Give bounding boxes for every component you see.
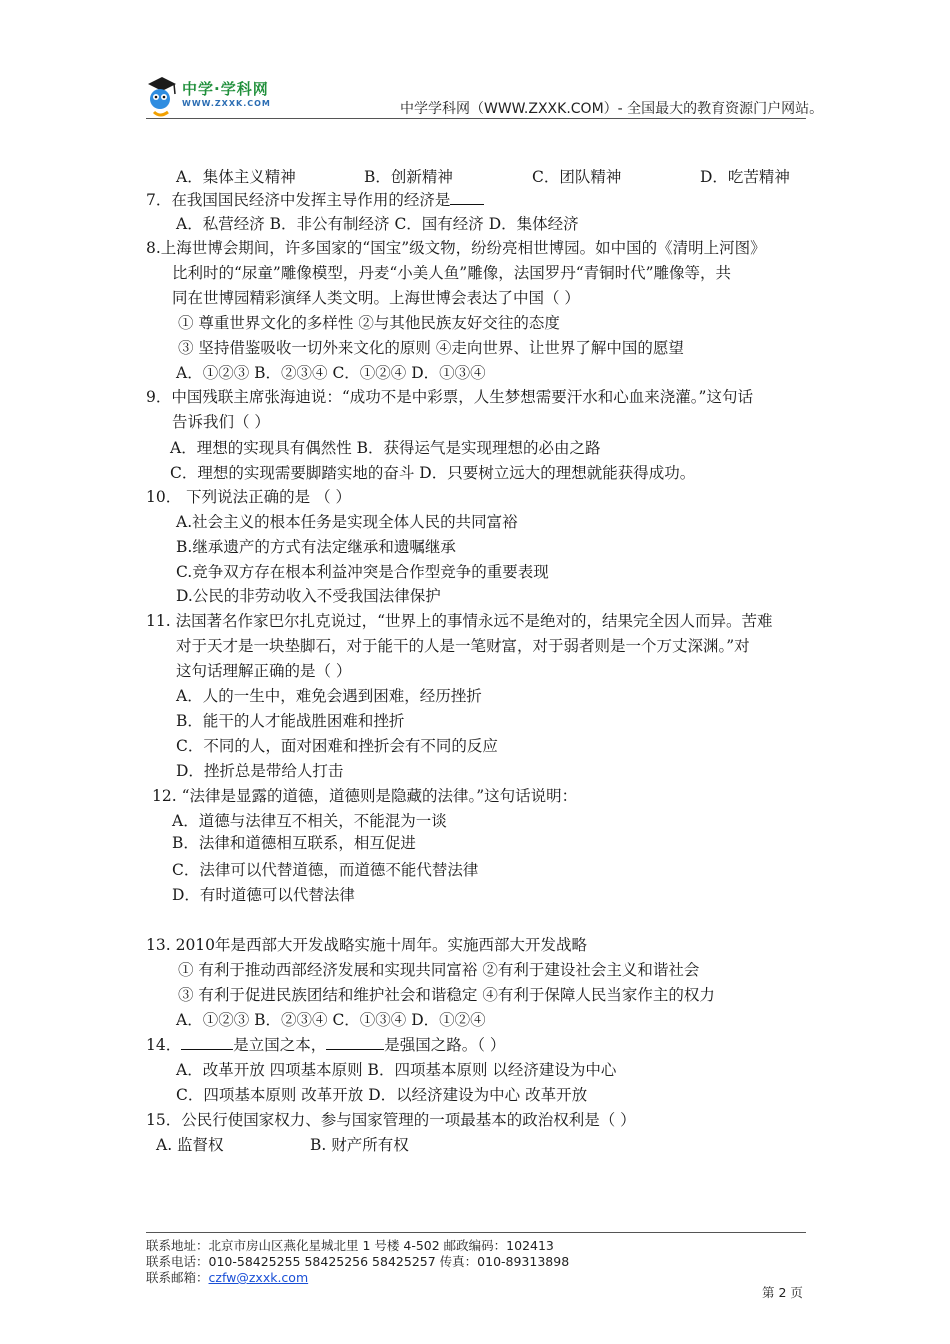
- footer-phone: 联系电话：010-58425255 58425256 58425257 传真：010-89313898: [146, 1254, 570, 1269]
- q13-options: A．①②③ B．②③④ C．①③④ D．①②④: [176, 1011, 486, 1029]
- header-site-text: 中学学科网（WWW.ZXXK.COM）- 全国最大的教育资源门户网站。: [400, 101, 824, 117]
- q10-option-b: B.继承遗产的方式有法定继承和遗嘱继承: [176, 538, 456, 556]
- q8-options: A．①②③ B．②③④ C．①②④ D．①③④: [176, 364, 486, 382]
- q11-option-b: B．能干的人才能战胜困难和挫折: [176, 712, 405, 730]
- q6-option-b: B．创新精神: [364, 168, 453, 186]
- q11-stem-line2: 对于天才是一块垫脚石，对于能干的人是一笔财富，对于弱者则是一个万丈深渊。”对: [176, 637, 750, 655]
- q6-option-a: A．集体主义精神: [176, 168, 296, 186]
- q9-stem-line1: 9．中国残联主席张海迪说：“成功不是中彩票，人生梦想需要汗水和心血来浇灌。”这句话: [146, 388, 753, 406]
- footer-email-row: [146, 1268, 308, 1286]
- q11-option-d: D．挫折总是带给人打击: [176, 762, 344, 780]
- q8-item-1: ① 尊重世界文化的多样性 ②与其他民族友好交往的态度: [178, 314, 560, 332]
- q10-option-a: A.社会主义的根本任务是实现全体人民的共同富裕: [176, 513, 518, 531]
- logo-url: WWW.ZXXK.COM: [182, 99, 271, 108]
- q13-stem: 13. 2010年是西部大开发战略实施十周年。实施西部大开发战略: [146, 936, 588, 954]
- footer-email-link[interactable]: czfw@zxxk.com: [208, 1270, 309, 1285]
- q12-option-d: D．有时道德可以代替法律: [172, 886, 355, 904]
- q11-stem-line3: 这句话理解正确的是（ ）: [176, 662, 352, 680]
- q14-options-2: C．四项基本原则 改革开放 D．以经济建设为中心 改革开放: [176, 1086, 588, 1104]
- q14-blank-2: [326, 1035, 384, 1050]
- mascot-icon: [142, 74, 182, 120]
- footer-email-label: 联系邮箱：: [146, 1270, 209, 1285]
- q13-item-2: ③ 有利于促进民族团结和维护社会和谐稳定 ④有利于保障人民当家作主的权力: [178, 986, 715, 1004]
- q12-option-a: A．道德与法律互不相关，不能混为一谈: [172, 812, 447, 830]
- q11-stem-line1: 11. 法国著名作家巴尔扎克说过，“世界上的事情永远不是绝对的，结果完全因人而异。苦难: [146, 612, 773, 630]
- q14-blank-1: [181, 1035, 233, 1050]
- q14-options-1: A．改革开放 四项基本原则 B．四项基本原则 以经济建设为中心: [176, 1061, 617, 1079]
- q8-item-2: ③ 坚持借鉴吸收一切外来文化的原则 ④走向世界、让世界了解中国的愿望: [178, 339, 684, 357]
- q7-options: A．私营经济 B．非公有制经济 C．国有经济 D．集体经济: [176, 215, 579, 233]
- q8-stem-line1: 8.上海世博会期间，许多国家的“国宝”级文物，纷纷亮相世博园。如中国的《清明上河图》: [146, 239, 766, 257]
- q15-stem: 15．公民行使国家权力、参与国家管理的一项最基本的政治权利是（ ）: [146, 1111, 636, 1129]
- q13-item-1: ① 有利于推动西部经济发展和实现共同富裕 ②有利于建设社会主义和谐社会: [178, 961, 700, 979]
- q9-options-1: A．理想的实现具有偶然性 B．获得运气是实现理想的必由之路: [170, 439, 601, 457]
- q15-option-a: A. 监督权: [156, 1136, 224, 1154]
- q14-number: 14．: [146, 1036, 182, 1054]
- q9-options-2: C．理想的实现需要脚踏实地的奋斗 D．只要树立远大的理想就能获得成功。: [170, 464, 696, 482]
- q12-option-c: C．法律可以代替道德，而道德不能代替法律: [172, 861, 479, 879]
- q9-stem-line2: 告诉我们（ ）: [172, 413, 270, 431]
- q14-stem: [146, 1034, 505, 1056]
- logo-text: 中学·学科网: [182, 80, 269, 98]
- q8-stem-line2: 比利时的“尿童”雕像模型，丹麦“小美人鱼”雕像，法国罗丹“青铜时代”雕像等，共: [172, 264, 732, 282]
- q6-option-c: C．团队精神: [532, 168, 622, 186]
- q10-option-c: C.竞争双方存在根本利益冲突是合作型竞争的重要表现: [176, 563, 549, 581]
- q14-text-2: 是强国之路。（ ）: [384, 1036, 506, 1054]
- q10-stem: 10． 下列说法正确的是 （ ）: [146, 488, 352, 506]
- q7-blank: [450, 190, 484, 205]
- q14-text-1: 是立国之本，: [233, 1036, 327, 1054]
- header-divider: [146, 118, 806, 119]
- q15-option-b: B. 财产所有权: [310, 1136, 409, 1154]
- q11-option-c: C．不同的人，面对困难和挫折会有不同的反应: [176, 737, 498, 755]
- q7-stem: [146, 189, 484, 211]
- page-number: 第 2 页: [762, 1285, 803, 1300]
- q7-stem-text: 7．在我国国民经济中发挥主导作用的经济是: [146, 191, 451, 209]
- footer-divider: [146, 1232, 806, 1233]
- site-logo: [142, 72, 292, 124]
- q12-stem: 12. “法律是显露的道德，道德则是隐藏的法律。”这句话说明：: [152, 787, 578, 805]
- q10-option-d: D.公民的非劳动收入不受我国法律保护: [176, 587, 441, 605]
- q11-option-a: A．人的一生中，难免会遇到困难，经历挫折: [176, 687, 482, 705]
- q6-option-d: D．吃苦精神: [700, 168, 790, 186]
- footer-address: 联系地址：北京市房山区燕化星城北里 1 号楼 4-502 邮政编码：102413: [146, 1238, 554, 1253]
- q12-option-b: B．法律和道德相互联系，相互促进: [172, 834, 416, 852]
- q8-stem-line3: 同在世博园精彩演绎人类文明。上海世博会表达了中国（ ）: [172, 289, 580, 307]
